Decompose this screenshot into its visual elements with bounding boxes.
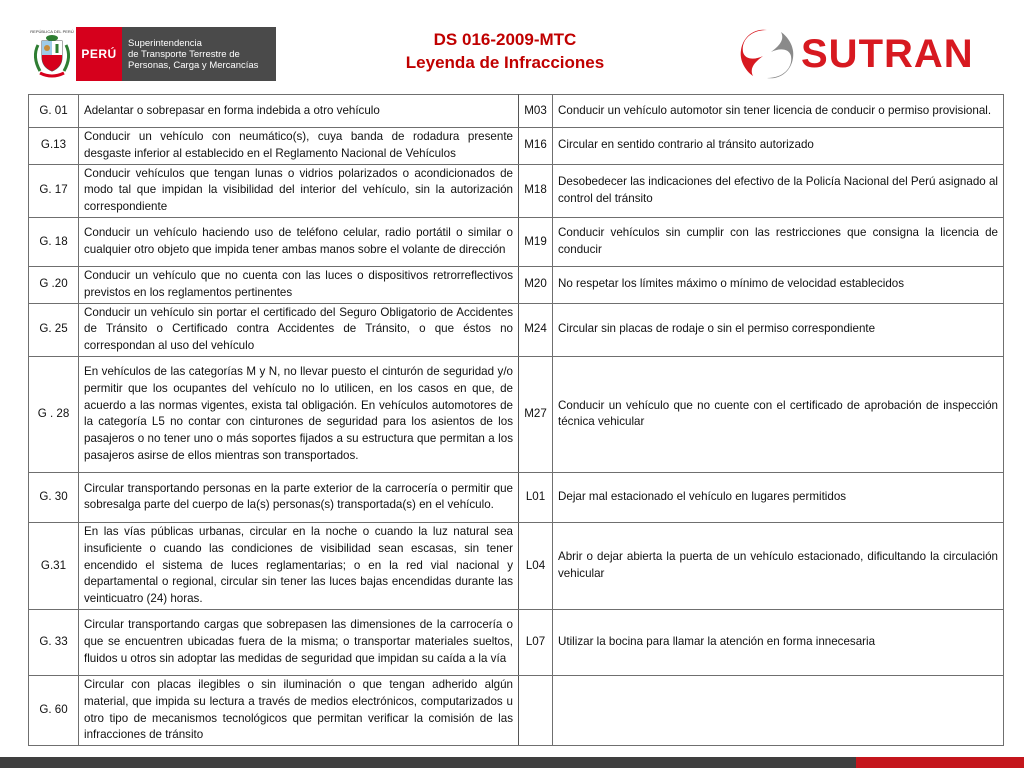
table-row — [29, 164, 1004, 217]
table-row — [29, 217, 1004, 266]
infraction-description: Conducir un vehículo haciendo uso de teléfono celular, radio portátil o similar o cualquier otro objeto que impida tener ambas manos sobre el volante de dirección — [79, 217, 519, 266]
infraction-code: G . 28 — [29, 356, 79, 472]
sutran-logo-text: SUTRAN — [801, 32, 974, 76]
table-row — [29, 356, 1004, 472]
infraction-description: Conducir un vehículo que no cuente con el certificado de aprobación de inspección técnica vehicular — [553, 356, 1004, 472]
sutran-logo — [737, 26, 997, 82]
entity-line: Personas, Carga y Mercancías — [128, 59, 259, 71]
infractions-table — [28, 94, 1004, 746]
infraction-code: L07 — [519, 609, 553, 675]
infraction-code: G. 17 — [29, 164, 79, 217]
footer-accent — [856, 757, 1024, 768]
infraction-description: En las vías públicas urbanas, circular en la noche o cuando la luz natural sea insuficiente o cuando las condiciones de visibilidad sean escasas, sin tener encendido el sistema de luces reglamentarias; o en la red vial nacional y departamental o regional, circular sin tener las luces bajas encendidas durante las veinticuatro (24) horas. — [79, 522, 519, 609]
page-title — [380, 28, 630, 74]
infraction-code: G. 60 — [29, 675, 79, 745]
infraction-description: No respetar los límites máximo o mínimo de velocidad establecidos — [553, 266, 1004, 303]
header — [0, 0, 1024, 94]
infraction-description: Dejar mal estacionado el vehículo en lugares permitidos — [553, 472, 1004, 522]
table-row — [29, 472, 1004, 522]
infraction-description: Desobedecer las indicaciones del efectivo de la Policía Nacional del Perú asignado al control del tránsito — [553, 164, 1004, 217]
infraction-description: Circular con placas ilegibles o sin iluminación o que tengan adherido algún material, que impida su lectura a través de medios electrónicos, computarizados u otro tipo de mecanismos tecnológicos que permitan verificar la comisión de las infracciones de tránsito — [79, 675, 519, 745]
infraction-code: G. 01 — [29, 95, 79, 128]
table-row — [29, 95, 1004, 128]
infraction-description: Adelantar o sobrepasar en forma indebida a otro vehículo — [79, 95, 519, 128]
infraction-code: M20 — [519, 266, 553, 303]
infraction-code: G. 30 — [29, 472, 79, 522]
infraction-code: M19 — [519, 217, 553, 266]
infraction-code: M27 — [519, 356, 553, 472]
infraction-description: Conducir vehículos que tengan lunas o vidrios polarizados o acondicionados de modo tal que impidan la visibilidad del interior del vehículo, sin la autorización correspondiente — [79, 164, 519, 217]
infraction-description: Circular transportando personas en la parte exterior de la carrocería o permitir que sobresalga parte del cuerpo de la(s) personas(s) transportada(s) en el vehículo. — [79, 472, 519, 522]
table-row — [29, 303, 1004, 356]
infraction-code: L01 — [519, 472, 553, 522]
infraction-code: M03 — [519, 95, 553, 128]
entity-line: de Transporte Terrestre de — [128, 48, 240, 60]
infraction-code: M18 — [519, 164, 553, 217]
footer-bar — [0, 757, 1024, 768]
infraction-code: M24 — [519, 303, 553, 356]
infraction-description: Conducir un vehículo con neumático(s), cuya banda de rodadura presente desgaste inferior al establecido en el Reglamento Nacional de Vehículos — [79, 128, 519, 165]
coat-of-arms-icon — [28, 27, 76, 81]
infraction-code: L04 — [519, 522, 553, 609]
infraction-description: Abrir o dejar abierta la puerta de un vehículo estacionado, dificultando la circulación vehicular — [553, 522, 1004, 609]
peru-label: PERÚ — [76, 27, 122, 81]
table-row — [29, 609, 1004, 675]
infraction-code: G .20 — [29, 266, 79, 303]
infraction-code: G. 33 — [29, 609, 79, 675]
escudo-label: REPÚBLICA DEL PERÚ — [30, 29, 74, 34]
infraction-description: Circular transportando cargas que sobrepasen las dimensiones de la carrocería o que se encuentren ubicadas fuera de la misma; o transportar materiales sueltos, fluidos u otros sin adoptar las medidas de seguridad que impidan su caída a la vía — [79, 609, 519, 675]
table-row — [29, 675, 1004, 745]
table-row — [29, 522, 1004, 609]
entity-line: Superintendencia — [128, 37, 202, 49]
infraction-description — [553, 675, 1004, 745]
government-logo — [28, 27, 276, 81]
infraction-description: Conducir un vehículo sin portar el certificado del Seguro Obligatorio de Accidentes de Tránsito o Certificado contra Accidentes de Tránsito, o que éstos no correspondan al uso del vehículo — [79, 303, 519, 356]
infraction-description: Circular sin placas de rodaje o sin el permiso correspondiente — [553, 303, 1004, 356]
infraction-code: G. 25 — [29, 303, 79, 356]
infraction-description: Conducir un vehículo automotor sin tener licencia de conducir o permiso provisional. — [553, 95, 1004, 128]
infraction-code: G. 18 — [29, 217, 79, 266]
title-legend: Leyenda de Infracciones — [405, 53, 605, 72]
entity-name — [122, 27, 276, 81]
infraction-description: En vehículos de las categorías M y N, no llevar puesto el cinturón de seguridad y/o permitir que los ocupantes del vehículo no lo utilicen, en los casos en que, de acuerdo a las normas vigentes, exista tal obligación. En vehículos automotores de la categoría L5 no contar con cinturones de seguridad para los asientos de los pasajeros o no tener uno o más soportes fijados a su estructura que permitan a los pasajeros asirse de ellos mientras son transportados. — [79, 356, 519, 472]
infraction-code: G.31 — [29, 522, 79, 609]
table-row — [29, 266, 1004, 303]
infraction-description: Conducir vehículos sin cumplir con las restricciones que consigna la licencia de conducir — [553, 217, 1004, 266]
infraction-description: Conducir un vehículo que no cuenta con las luces o dispositivos retrorreflectivos previstos en los reglamentos pertinentes — [79, 266, 519, 303]
sutran-swoosh-icon — [737, 26, 797, 82]
infraction-code: G.13 — [29, 128, 79, 165]
table-row — [29, 128, 1004, 165]
infraction-code — [519, 675, 553, 745]
infraction-description: Circular en sentido contrario al tránsito autorizado — [553, 128, 1004, 165]
infraction-description: Utilizar la bocina para llamar la atención en forma innecesaria — [553, 609, 1004, 675]
infraction-code: M16 — [519, 128, 553, 165]
title-decree: DS 016-2009-MTC — [433, 30, 577, 49]
